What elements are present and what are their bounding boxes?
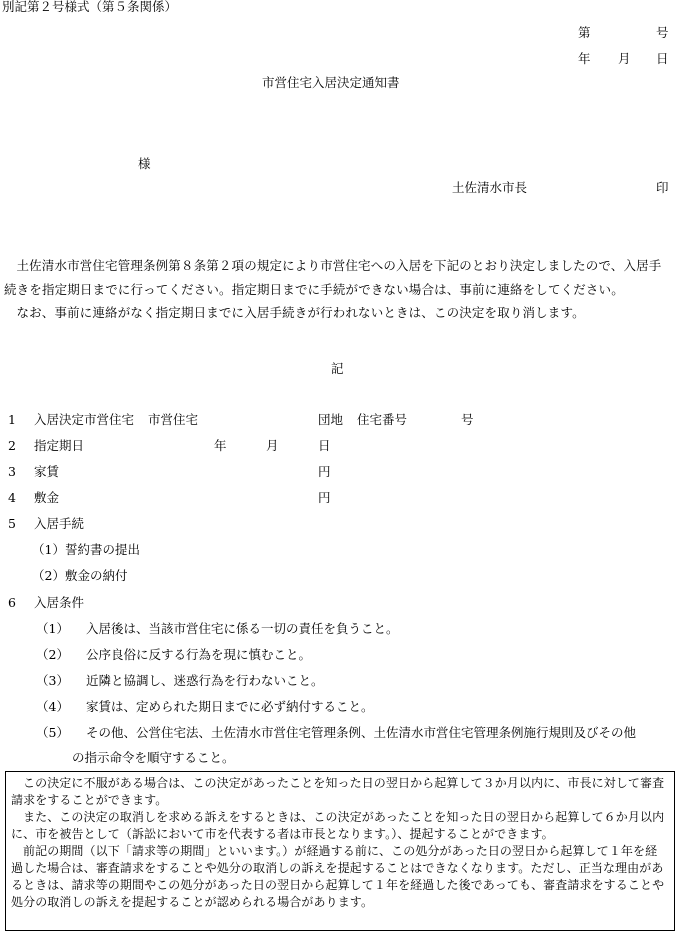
document-title: 市営住宅入居決定通知書 [262,75,400,90]
item-1-danchi: 団地 [318,412,344,427]
appeal-notice-box [5,771,675,931]
item-5-sub-2 [32,567,127,585]
item-2-number: 2 [8,438,16,453]
item-6-sub-1-text: 入居後は、当該市営住宅に係る一切の責任を負うこと。 [86,621,399,636]
item-6-sub-1-number: （1） [36,621,69,636]
doc-number-suffix: 号 [656,25,669,40]
item-5-sub-2-number: （2） [32,568,65,583]
item-1-label: 入居決定市営住宅 [34,412,135,427]
appeal-notice-paragraph-1: この決定に不服がある場合は、この決定があったことを知った日の翌日から起算して３か月以内に、市長に対して審査請求をすることができます。 [11,776,665,807]
seal-mark: 印 [656,180,669,195]
appeal-notice-paragraph-3: 前記の期間（以下「請求等の期間」といいます。）が経過する前に、この処分があった日の翌日から起算して１年を経過した場合は、審査請求をすることや処分の取消しの訴えを提起することはできなくなります。ただし、正当な理由があるときは、請求等の期間やこの処分があった日の翌日から起算して１年を経過した後であっても、審査請求をすることや処分の取消しの訴えを提起することが認められる場合があります。 [11,844,665,909]
item-4-unit: 円 [318,490,331,505]
item-2-label: 指定期日 [34,438,85,453]
item-5-sub-1 [32,541,140,559]
doc-number-prefix: 第 [578,25,591,40]
date-year: 年 [578,51,591,66]
item-5-label: 入居手続 [34,516,85,531]
item-1-value: 市営住宅 [148,412,199,427]
addressee-suffix: 様 [138,156,151,171]
item-5-sub-2-text: 敷金の納付 [64,568,128,583]
item-6-sub-3-number: （3） [36,673,69,688]
item-6-sub-5-number: （5） [36,725,69,740]
item-4-label: 敷金 [34,490,60,505]
item-5-number: 5 [8,516,16,531]
item-6-sub-5-text: その他、公営住宅法、土佐清水市営住宅管理条例、土佐清水市営住宅管理条例施行規則及びその他 [86,725,637,740]
date-day: 日 [656,51,669,66]
item-6-sub-3-text: 近隣と協調し、迷惑行為を行わないこと。 [86,673,324,688]
appeal-notice-paragraph-2: また、この決定の取消しを求める訴えをするときは、この決定があったことを知った日の翌日から起算して６か月以内に、市を被告として（訴訟において市を代表する者は市長となります。）、提起することができます。 [11,810,665,841]
item-1-house-number-label: 住宅番号 [357,412,408,427]
item-6-sub-4-number: （4） [36,699,69,714]
item-1-number: 1 [8,412,16,427]
item-2-year: 年 [214,438,227,453]
item-6-sub-5-continuation: の指示命令を順守すること。 [72,750,235,765]
item-1-go: 号 [461,412,474,427]
item-3-unit: 円 [318,464,331,479]
item-5-sub-1-number: （1） [32,542,65,557]
date-month: 月 [618,51,631,66]
item-2-month: 月 [266,438,279,453]
item-5-sub-1-text: 誓約書の提出 [64,542,140,557]
body-text [4,254,672,325]
item-3-number: 3 [8,464,16,479]
ki-heading: 記 [331,361,344,376]
item-2-day: 日 [318,438,331,453]
issuer-name: 土佐清水市長 [452,180,528,195]
item-6-sub-2-text: 公序良俗に反する行為を現に慎むこと。 [86,647,312,662]
item-4-number: 4 [8,490,16,505]
body-paragraph-2: なお、事前に連絡がなく指定期日までに入居手続きが行われないときは、この決定を取り消します。 [16,305,585,320]
item-6-sub-4-text: 家賃は、定められた期日までに必ず納付すること。 [86,699,374,714]
item-6-number: 6 [8,595,16,610]
item-3-label: 家賃 [34,464,60,479]
item-6-label: 入居条件 [34,595,85,610]
item-6-sub-2-number: （2） [36,647,69,662]
body-paragraph-1: 土佐清水市営住宅管理条例第８条第２項の規定により市営住宅への入居を下記のとおり決定しましたので、入居手続きを指定期日までに行ってください。指定期日までに手続ができない場合は、事前に連絡をしてください。 [4,258,662,297]
form-label: 別記第２号様式（第５条関係） [2,0,178,14]
